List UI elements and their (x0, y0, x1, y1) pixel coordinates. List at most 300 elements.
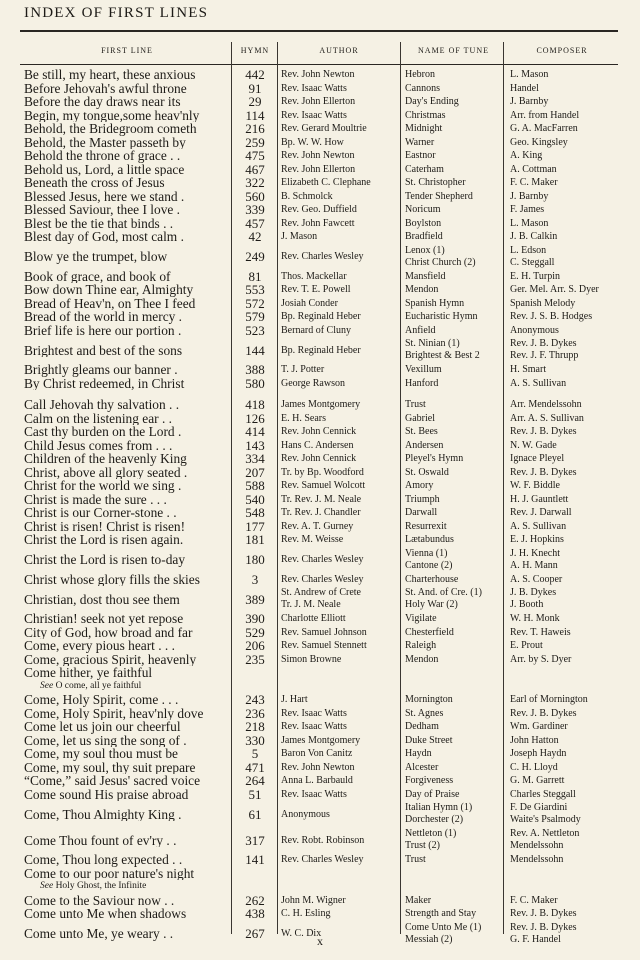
tune-name: Maker (405, 894, 432, 906)
hymn-number: 216 (245, 122, 265, 136)
tune-name: Hebron (405, 69, 435, 80)
first-line: Christ whose glory fills the skies (24, 572, 200, 586)
composer: F. James (510, 204, 545, 215)
author: Rev. John Newton (281, 69, 355, 80)
table-row (0, 452, 640, 466)
tune-name: Cantone (2) (405, 559, 453, 571)
see-target: O come, all ye faithful (55, 680, 142, 691)
composer: Rev. J. B. Dykes (510, 707, 577, 719)
composer: Spanish Melody (510, 297, 576, 309)
composer: F. C. Maker (510, 894, 558, 906)
author: C. H. Esling (281, 908, 331, 919)
tune-name: Eucharistic Hymn (405, 311, 478, 322)
author: Anna L. Barbauld (281, 775, 353, 786)
table-row (0, 324, 640, 338)
composer: Arr. by S. Dyer (510, 653, 572, 665)
composer: Charles Steggall (510, 788, 576, 800)
hymn-number: 51 (248, 787, 262, 801)
hymn-number: 81 (248, 269, 262, 283)
author: Rev. John Newton (281, 150, 355, 161)
tune-name: St. Christopher (405, 177, 466, 188)
tune-name: Lætabundus (405, 534, 454, 545)
tune-name: Dorchester (2) (405, 814, 464, 825)
author: Tr. Rev. J. M. Neale (281, 493, 362, 505)
author: Anonymous (281, 808, 330, 820)
author: T. J. Potter (281, 364, 325, 375)
first-line: Come unto Me when shadows (24, 907, 187, 921)
first-line: Come Thou fount of ev'ry . . (24, 833, 177, 847)
tune-name: Chesterfield (405, 626, 454, 638)
composer: L. Mason (510, 69, 549, 80)
first-line: Christ is risen! Christ is risen! (24, 519, 186, 533)
table-row (0, 68, 640, 82)
composer: A. S. Cooper (510, 573, 563, 585)
table-row (0, 827, 640, 853)
hymn-number: 560 (245, 189, 265, 203)
author: Josiah Conder (281, 297, 338, 309)
table-row (0, 707, 640, 721)
first-line: Christ is made the sure . . . (24, 492, 167, 506)
hymn-number: 389 (245, 592, 265, 606)
composer: J. B. Calkin (510, 231, 558, 242)
composer: Rev. J. F. Thrupp (510, 350, 579, 361)
first-line: Bread of the world in mercy . (24, 310, 183, 324)
table-row (0, 612, 640, 626)
author: Rev. T. E. Powell (281, 284, 351, 295)
author: James Montgomery (281, 399, 361, 410)
author: Rev. Isaac Watts (281, 721, 347, 732)
table-row (0, 747, 640, 761)
first-line: Blessed Jesus, here we stand . (24, 189, 185, 203)
first-line: “Come,” said Jesus' sacred voice (24, 774, 201, 788)
tune-name: Hanford (405, 377, 439, 389)
tune-name: Bradfield (405, 231, 443, 242)
tune-name: Eastnor (405, 150, 436, 161)
composer: Mendelssohn (510, 854, 564, 865)
composer: E. J. Hopkins (510, 534, 564, 545)
first-line: Children of the heavenly King (24, 452, 187, 466)
tune-name: Mornington (405, 694, 453, 705)
table-row (0, 586, 640, 612)
tune-name: Triumph (405, 493, 440, 505)
author: Rev. John Fawcett (281, 217, 355, 229)
author: Bp. W. W. How (281, 136, 344, 148)
composer: J. H. Knecht (510, 547, 560, 559)
hymn-number: 588 (245, 479, 265, 493)
table-row (0, 853, 640, 867)
author: Charlotte Elliott (281, 613, 346, 624)
hymn-number: 141 (245, 853, 265, 867)
first-line: Come, Holy Spirit, come . . . (24, 693, 179, 707)
table-row (0, 720, 640, 734)
composer: Wm. Gardiner (510, 721, 568, 732)
first-line: Christ the Lord is risen again. (24, 533, 184, 547)
first-line: Christ the Lord is risen to-day (24, 553, 186, 567)
page-title: INDEX OF FIRST LINES (24, 5, 209, 21)
composer: G. A. MacFarren (510, 123, 578, 134)
first-line: Christ is our Corner-stone . . (24, 506, 177, 520)
hymn-number: 553 (245, 283, 265, 297)
table-row (0, 412, 640, 426)
tune-name: Vigilate (405, 613, 437, 624)
author: J. Mason (281, 231, 318, 242)
composer: Anonymous (510, 324, 559, 336)
hymn-number: 42 (248, 230, 262, 244)
composer: J. B. Dykes (510, 587, 557, 598)
tune-name: Andersen (405, 439, 444, 451)
composer: G. M. Garrett (510, 775, 565, 786)
tune-name: Alcester (405, 761, 439, 773)
first-line: Brightest and best of the sons (24, 343, 183, 357)
first-line: Blest day of God, most calm . (24, 230, 184, 244)
tune-name: Brightest & Best 2 (405, 350, 480, 361)
hymn-number: 414 (245, 425, 265, 439)
author: Baron Von Canitz (281, 748, 353, 759)
tune-name: Messiah (2) (405, 933, 453, 945)
composer: Geo. Kingsley (510, 136, 568, 148)
first-line: Blest be the tie that binds . . (24, 216, 174, 230)
author: W. C. Dix (281, 928, 322, 939)
composer: C. Steggall (510, 256, 555, 268)
composer: E. Prout (510, 640, 543, 651)
composer: N. W. Gade (510, 439, 557, 451)
see-reference-text (40, 880, 246, 894)
hymn-number: 91 (248, 81, 262, 95)
hymn-number: 236 (245, 706, 265, 720)
table-row (0, 109, 640, 123)
tune-name: St. And. of Cre. (1) (405, 587, 482, 598)
see-label: See (40, 680, 54, 691)
tune-name: St. Oswald (405, 466, 449, 478)
composer: L. Edson (510, 244, 547, 256)
first-line: Behold, the Bridegroom cometh (24, 122, 197, 136)
composer: Arr. Mendelssohn (510, 399, 582, 410)
hymn-number: 249 (245, 250, 265, 264)
composer: A. S. Sullivan (510, 377, 567, 389)
tune-name: St. Bees (405, 426, 438, 437)
hymn-number: 206 (245, 639, 265, 653)
hymn-number: 218 (245, 720, 265, 734)
hymn-number: 322 (245, 176, 265, 190)
first-line: Come let us join our cheerful (24, 720, 181, 734)
hymn-number: 181 (245, 533, 265, 547)
composer: Rev. J. B. Dykes (510, 426, 577, 437)
table-row (0, 573, 640, 587)
author: Thos. Mackellar (281, 270, 347, 282)
author: St. Andrew of Crete (281, 587, 361, 598)
first-line: Blessed Saviour, thee I love . (24, 203, 181, 217)
tune-name: Vexillum (405, 364, 442, 375)
author: Rev. Charles Wesley (281, 854, 364, 865)
composer: Ignace Pleyel (510, 453, 565, 464)
first-line: Come to the Saviour now . . (24, 893, 175, 907)
author: Bp. Reginald Heber (281, 311, 361, 322)
hymn-number: 540 (245, 492, 265, 506)
tune-name: Caterham (405, 163, 444, 175)
hymn-number: 317 (245, 833, 265, 847)
hymn-number: 529 (245, 625, 265, 639)
first-line: Brightly gleams our banner . (24, 363, 178, 377)
hymn-number: 267 (245, 927, 265, 941)
hymn-number: 467 (245, 162, 265, 176)
first-line: Come, gracious Spirit, heavenly (24, 652, 197, 666)
tune-name: Mendon (405, 284, 439, 295)
tune-name: Resurrexit (405, 520, 447, 532)
tune-name: Dedham (405, 721, 439, 732)
first-line: Behold us, Lord, a little space (24, 162, 185, 176)
table-row (0, 82, 640, 96)
first-line: Be still, my heart, these anxious (24, 68, 196, 82)
first-line: Christian, dost thou see them (24, 592, 180, 606)
composer: Rev. J. B. Dykes (510, 338, 577, 349)
see-reference (0, 680, 640, 694)
author: Rev. John Cennick (281, 453, 357, 464)
tune-name: St. Ninian (1) (405, 338, 460, 349)
first-line: Call Jehovah thy salvation . . (24, 398, 180, 412)
table-row (0, 337, 640, 363)
header-first-line: FIRST LINE (101, 46, 153, 55)
composer: Joseph Haydn (510, 748, 567, 759)
composer: A. H. Mann (510, 559, 558, 571)
composer: E. H. Turpin (510, 270, 561, 282)
tune-name: Pleyel's Hymn (405, 453, 464, 464)
author: George Rawson (281, 377, 345, 389)
author: Rev. Samuel Wolcott (281, 480, 366, 491)
composer: Rev. J. S. B. Hodges (510, 311, 593, 322)
table-row (0, 788, 640, 802)
hymn-number: 143 (245, 438, 265, 452)
tune-name: Day's Ending (405, 96, 459, 107)
first-line: Book of grace, and book of (24, 269, 171, 283)
composer: Rev. J. Darwall (510, 507, 572, 518)
first-line: Come, my soul thou must be (24, 747, 178, 761)
table-row (0, 761, 640, 775)
hymn-number: 339 (245, 203, 265, 217)
first-line: Calm on the listening ear . . (24, 411, 173, 425)
composer: Earl of Mornington (510, 694, 588, 705)
author: Hans C. Andersen (281, 439, 354, 451)
hymn-number: 243 (245, 693, 265, 707)
hymn-number: 180 (245, 553, 265, 567)
header-author: AUTHOR (319, 46, 359, 55)
first-line: Blow ye the trumpet, blow (24, 250, 168, 264)
tune-name: Christ Church (2) (405, 256, 476, 268)
tune-name: Gabriel (405, 412, 435, 424)
author: Rev. M. Weisse (281, 534, 344, 545)
top-rule (20, 30, 618, 32)
table-row (0, 244, 640, 270)
hymn-number: 442 (245, 68, 265, 82)
first-line: Come to our poor nature's night (24, 866, 195, 880)
author: Bp. Reginald Heber (281, 344, 361, 356)
author: Rev. Isaac Watts (281, 788, 347, 800)
first-line: Behold, the Master passeth by (24, 135, 186, 149)
author: Rev. Charles Wesley (281, 251, 364, 262)
first-line: Before Jehovah's awful throne (24, 81, 187, 95)
author: Rev. Samuel Stennett (281, 640, 367, 651)
author: Tr. Rev. J. Chandler (281, 507, 361, 518)
tune-name: Darwall (405, 507, 438, 518)
section-gap (0, 390, 640, 398)
table-row (0, 439, 640, 453)
tune-name: Strength and Stay (405, 908, 477, 919)
author: Rev. A. T. Gurney (281, 520, 354, 532)
first-line: Come, Thou Almighty King . (24, 807, 182, 821)
composer: L. Mason (510, 217, 549, 229)
table-row (0, 176, 640, 190)
see-reference (0, 880, 640, 894)
table-row (0, 270, 640, 284)
composer: Arr. from Handel (510, 109, 580, 121)
table-row (0, 506, 640, 520)
hymn-number: 177 (245, 519, 265, 533)
author: Rev. Geo. Duffield (281, 204, 357, 215)
author: John M. Wigner (281, 894, 346, 906)
tune-name: Anfield (405, 324, 436, 336)
table-row (0, 310, 640, 324)
composer: G. F. Handel (510, 933, 561, 945)
first-line: Child Jesus comes from . . . (24, 438, 173, 452)
composer: H. Smart (510, 364, 547, 375)
hymn-number: 330 (245, 733, 265, 747)
table-row (0, 666, 640, 680)
hymn-number: 259 (245, 135, 265, 149)
first-line: Come, every pious heart . . . (24, 639, 175, 653)
tune-name: Forgiveness (405, 775, 454, 786)
tune-name: Nettleton (1) (405, 828, 457, 839)
hymn-number: 475 (245, 149, 265, 163)
first-line: Come hither, ye faithful (24, 666, 153, 680)
composer: W. H. Monk (510, 613, 560, 624)
composer: Ger. Mel. Arr. S. Dyer (510, 284, 599, 295)
tune-name: Day of Praise (405, 788, 460, 800)
table-row (0, 734, 640, 748)
table-row (0, 377, 640, 391)
author: Rev. John Ellerton (281, 163, 356, 175)
tune-name: Raleigh (405, 640, 437, 651)
tune-name: Trust (2) (405, 840, 440, 851)
table-row (0, 520, 640, 534)
first-line: Christ for the world we sing . (24, 479, 182, 493)
first-line: Bow down Thine ear, Almighty (24, 283, 194, 297)
hymn-number: 418 (245, 398, 265, 412)
tune-name: Haydn (405, 748, 432, 759)
tune-name: Amory (405, 480, 434, 491)
author: B. Schmolck (281, 190, 333, 202)
first-line: Christ, above all glory seated . (24, 465, 188, 479)
hymn-number: 262 (245, 893, 265, 907)
table-row (0, 163, 640, 177)
table-row (0, 149, 640, 163)
author: Rev. Robt. Robinson (281, 834, 365, 846)
author: Rev. Isaac Watts (281, 109, 347, 121)
table-row (0, 190, 640, 204)
hymn-number: 471 (245, 760, 265, 774)
tune-name: Charterhouse (405, 573, 459, 585)
tune-name: Tender Shepherd (405, 190, 473, 202)
hymn-number: 334 (245, 452, 265, 466)
hymn-number: 572 (245, 296, 265, 310)
hymn-number: 144 (245, 343, 265, 357)
first-line: Behold the throne of grace . . (24, 149, 181, 163)
table-row (0, 425, 640, 439)
header-tune: NAME OF TUNE (418, 46, 489, 55)
table-row (0, 626, 640, 640)
composer: W. F. Biddle (510, 480, 560, 491)
author: E. H. Sears (281, 412, 326, 424)
tune-name: Holy War (2) (405, 599, 458, 610)
table-row (0, 95, 640, 109)
author: Rev. Charles Wesley (281, 554, 364, 565)
first-line: Christian! seek not yet repose (24, 612, 184, 626)
composer: Rev. J. B. Dykes (510, 908, 577, 919)
tune-name: Spanish Hymn (405, 297, 465, 309)
first-line: Come, Holy Spirit, heav'nly dove (24, 706, 204, 720)
hymn-number: 264 (245, 774, 265, 788)
first-line: Bread of Heav'n, on Thee I feed (24, 296, 196, 310)
composer: Rev. J. B. Dykes (510, 466, 577, 478)
composer: Rev. J. B. Dykes (510, 921, 577, 933)
tune-name: Warner (405, 136, 435, 148)
composer: J. Barnby (510, 190, 549, 202)
hymn-number: 457 (245, 216, 265, 230)
tune-name: Mendon (405, 653, 439, 665)
see-reference-text (40, 680, 246, 694)
first-line: Beneath the cross of Jesus (24, 176, 165, 190)
composer: F. De Giardini (510, 802, 568, 813)
page-number: x (317, 934, 323, 948)
tune-name: Trust (405, 854, 426, 865)
composer: Rev. T. Haweis (510, 626, 571, 638)
author: Rev. Isaac Watts (281, 707, 347, 719)
header-hymn: HYMN (240, 46, 270, 55)
author: Simon Browne (281, 653, 342, 665)
composer: H. J. Gauntlett (510, 493, 569, 505)
tune-name: Duke Street (405, 734, 453, 746)
hymn-number: 3 (251, 572, 259, 586)
table-row (0, 639, 640, 653)
hymn-number: 29 (248, 95, 262, 109)
first-line: Come sound His praise abroad (24, 787, 189, 801)
author: Tr. by Bp. Woodford (281, 466, 364, 478)
first-line: City of God, how broad and far (24, 625, 193, 639)
tune-name: Lenox (1) (405, 244, 445, 256)
see-target: Holy Ghost, the Infinite (55, 881, 147, 891)
author: Rev. Isaac Watts (281, 82, 347, 94)
table-row (0, 283, 640, 297)
composer: John Hatton (510, 734, 559, 746)
table-row (0, 801, 640, 827)
tune-name: Noricum (405, 204, 441, 215)
author: Rev. Samuel Johnson (281, 626, 367, 638)
first-line: Come unto Me, ye weary . . (24, 927, 174, 941)
table-row (0, 217, 640, 231)
header-rule (20, 64, 618, 65)
see-label: See (40, 881, 54, 891)
composer: A. S. Sullivan (510, 520, 567, 532)
hymn-number: 61 (248, 807, 262, 821)
tune-name: Mansfield (405, 270, 446, 282)
table-row (0, 122, 640, 136)
tune-name: Christmas (405, 109, 446, 121)
author: J. Hart (281, 694, 308, 705)
author: Rev. John Ellerton (281, 96, 356, 107)
index-table (0, 68, 640, 947)
author: Rev. Gerard Moultrie (281, 123, 367, 134)
hymn-number: 114 (245, 108, 265, 122)
first-line: Come, Thou long expected . . (24, 853, 183, 867)
table-row (0, 297, 640, 311)
